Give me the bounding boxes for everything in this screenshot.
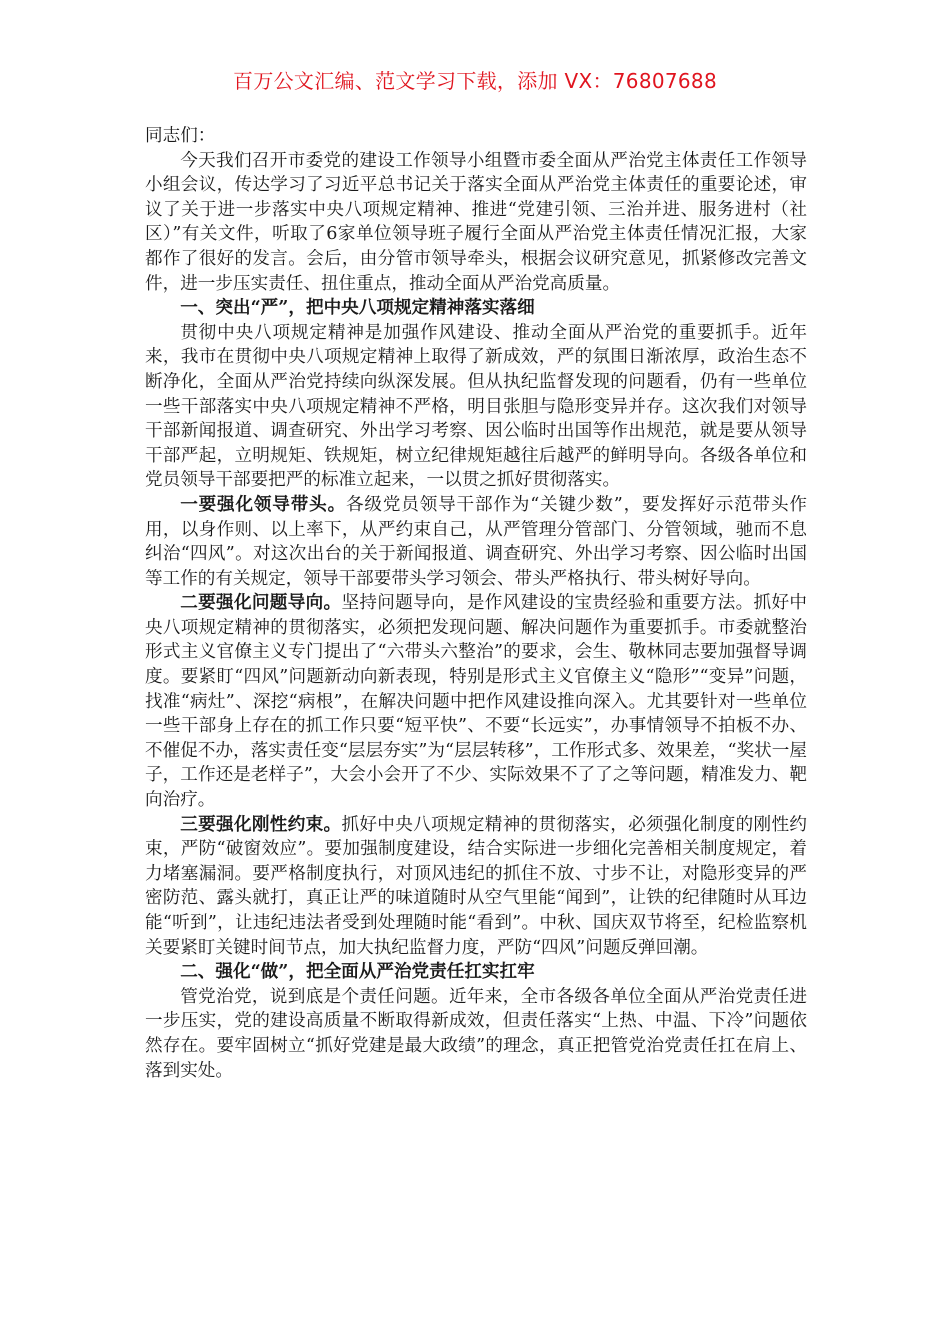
point-3-paragraph <box>145 813 807 961</box>
point-3-text: 抓好中央八项规定精神的贯彻落实，必须强化制度的刚性约束，严防“破窗效应”。要加强制度建设，结合实际进一步细化完善相关制度规定，着力堵塞漏洞。要严格制度执行，对顶风违纪的抓住不放、寸步不让，对隐形变异的严密防范、露头就打，真正让严的味道随时从空气里能“闻到”，让铁的纪律随时从耳边能“听到”，让违纪违法者受到处理随时能“看到”。中秋、国庆双节将至，纪检监察机关要紧盯关键时间节点，加大执纪监督力度，严防“四风”问题反弹回潮。 <box>145 814 807 958</box>
point-3-lead: 三要强化刚性约束。 <box>180 813 342 835</box>
download-banner: 百万公文汇编、范文学习下载，添加 VX：76807688 <box>233 69 717 93</box>
point-2-text: 坚持问题导向，是作风建设的宝贵经验和重要方法。抓好中央八项规定精神的贯彻落实，必须把发现问题、解决问题作为重要抓手。市委就整治形式主义官僚主义专门提出了“六带头六整治”的要求，会生、敬林同志要加强督导调度。要紧盯“四风”问题新动向新表现，特别是形式主义官僚主义“隐形”“变异”问题，找准“病灶”、深挖“病根”，在解决问题中把作风建设推向深入。尤其要针对一些单位一些干部身上存在的抓工作只要“短平快”、不要“长远实”，办事情领导不拍板不办、不催促不办，落实责任变“层层夯实”为“层层转移”，工作形式多、效果差，“奖状一屋子，工作还是老样子”，大会小会开了不少、实际效果不了了之等问题，精准发力、靶向治疗。 <box>145 593 807 811</box>
speech-body <box>145 124 807 1083</box>
point-2-paragraph <box>145 591 807 812</box>
salutation: 同志们： <box>145 126 216 146</box>
point-2-lead: 二要强化问题导向。 <box>180 592 342 614</box>
section-2-body: 管党治党，说到底是个责任问题。近年来，全市各级各单位全面从严治党责任进一步压实，党的建设高质量不断取得新成效，但责任落实“上热、中温、下冷”问题依然存在。要牢固树立“抓好党建是最大政绩”的理念，真正把管党治党责任扛在肩上、落到实处。 <box>145 986 807 1081</box>
point-1-lead: 一要强化领导带头。 <box>180 493 346 515</box>
section-2-heading: 二、强化“做”，把全面从严治党责任扛实扛牢 <box>180 961 535 983</box>
section-1-body: 贯彻中央八项规定精神是加强作风建设、推动全面从严治党的重要抓手。近年来，我市在贯彻中央八项规定精神上取得了新成效，严的氛围日渐浓厚，政治生态不断净化，全面从严治党持续向纵深发展。但从执纪监督发现的问题看，仍有一些单位一些干部落实中央八项规定精神不严格，明目张胆与隐形变异并存。这次我们对领导干部新闻报道、调查研究、外出学习考察、因公临时出国等作出规范，就是要从领导干部严起，立明规矩、铁规矩，树立纪律规矩越往后越严的鲜明导向。各级各单位和党员领导干部要把严的标准立起来，一以贯之抓好贯彻落实。 <box>145 322 807 491</box>
section-1-heading: 一、突出“严”，把中央八项规定精神落实落细 <box>180 297 535 319</box>
point-1-text: 各级党员领导干部作为“关键少数”，要发挥好示范带头作用，以身作则、以上率下，从严约束自己，从严管理分管部门、分管领域，驰而不息纠治“四风”。对这次出台的关于新闻报道、调查研究、外出学习考察、因公临时出国等工作的有关规定，领导干部要带头学习领会、带头严格执行、带头树好导向。 <box>145 494 807 589</box>
point-1-paragraph <box>145 493 807 591</box>
intro-paragraph: 今天我们召开市委党的建设工作领导小组暨市委全面从严治党主体责任工作领导小组会议，传达学习了习近平总书记关于落实全面从严治党主体责任的重要论述，审议了关于进一步落实中央八项规定精神、推进“党建引领、三治并进、服务进村（社区）”有关文件，听取了6家单位领导班子履行全面从严治党主体责任情况汇报，大家都作了很好的发言。会后，由分管市领导牵头，根据会议研究意见，抓紧修改完善文件，进一步压实责任、扭住重点，推动全面从严治党高质量。 <box>145 150 807 294</box>
